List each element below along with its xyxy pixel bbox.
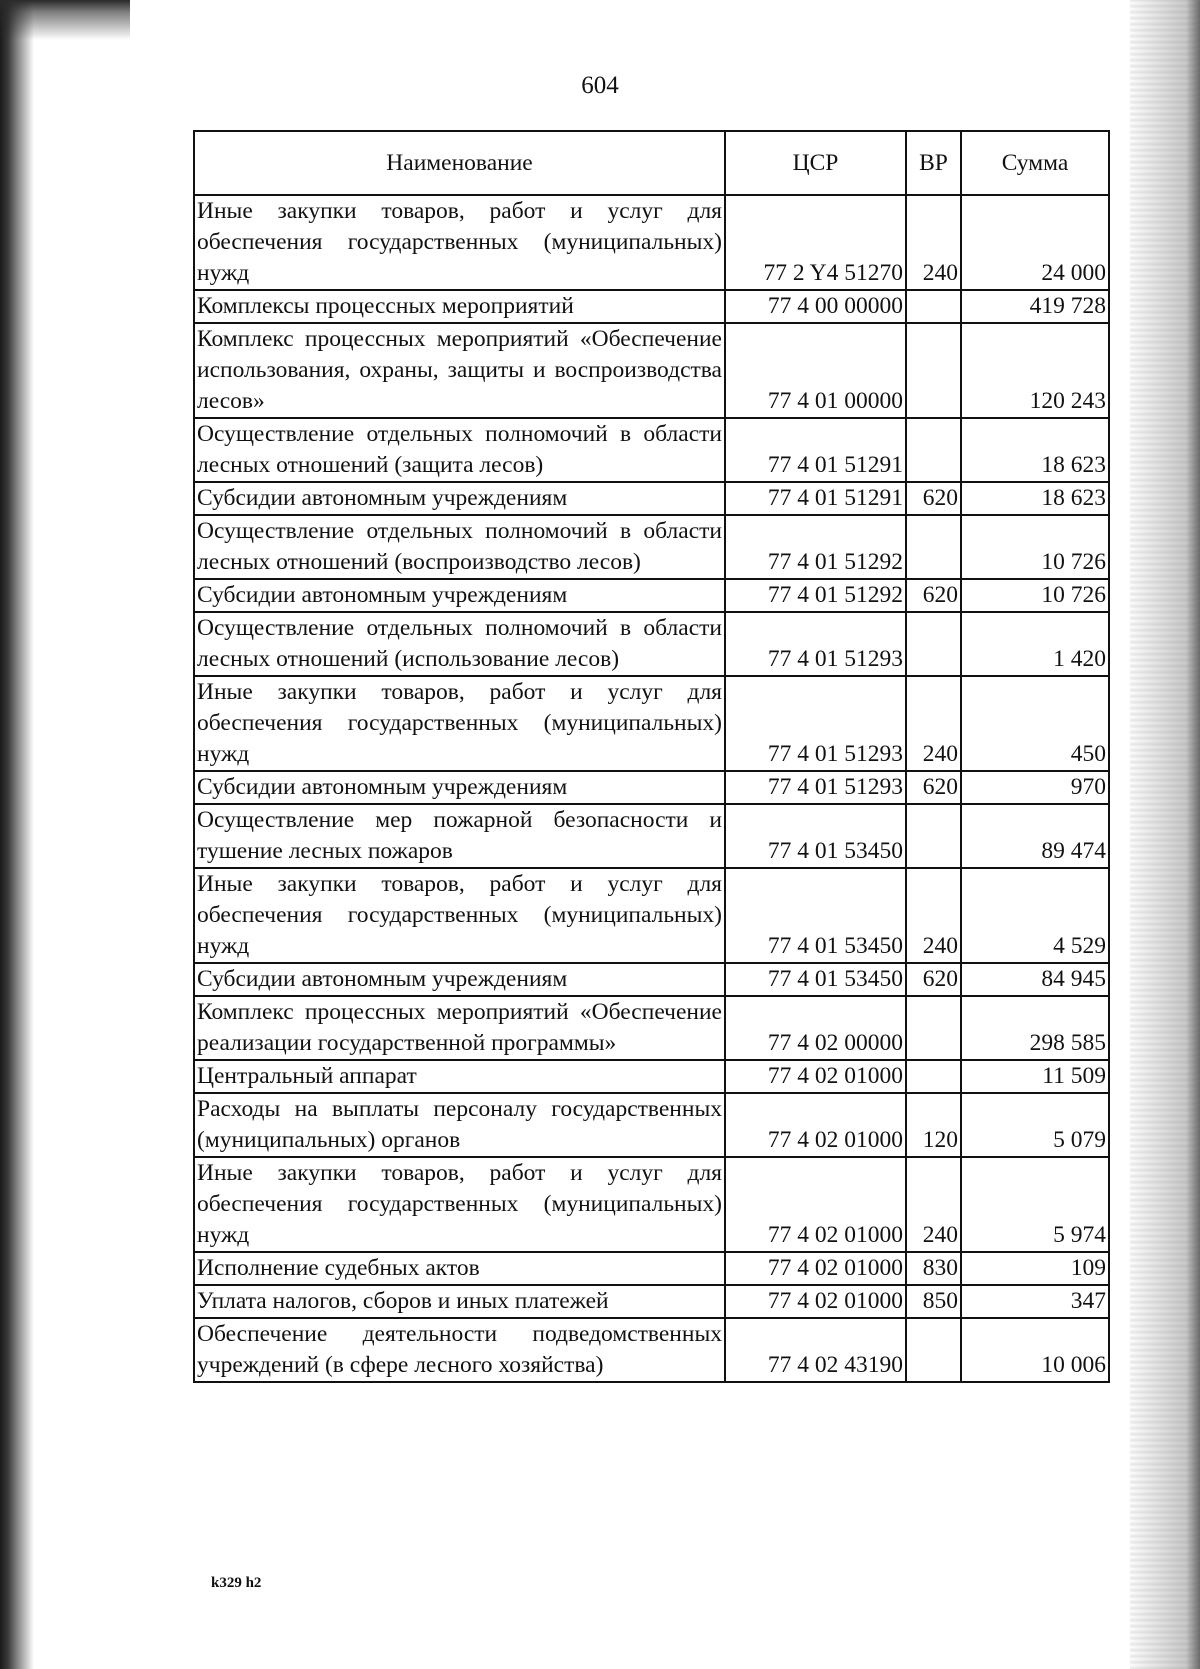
cell-name: Центральный аппарат (194, 1060, 725, 1093)
cell-name: Комплекс процессных мероприятий «Обеспечение использования, охраны, защиты и воспроизводства лесов» (194, 323, 725, 418)
cell-name: Расходы на выплаты персоналу государственных (муниципальных) органов (194, 1093, 725, 1157)
table-row (194, 963, 1109, 996)
cell-vr: 240 (906, 676, 961, 771)
table-row (194, 1285, 1109, 1318)
table-row (194, 482, 1109, 515)
cell-sum: 18 623 (961, 418, 1109, 482)
cell-csr: 77 4 01 51291 (725, 418, 906, 482)
table-row (194, 771, 1109, 804)
cell-sum: 89 474 (961, 804, 1109, 868)
cell-name: Уплата налогов, сборов и иных платежей (194, 1285, 725, 1318)
cell-csr: 77 4 01 51293 (725, 612, 906, 676)
table-row (194, 195, 1109, 290)
cell-vr: 620 (906, 963, 961, 996)
cell-vr (906, 323, 961, 418)
cell-name: Иные закупки товаров, работ и услуг для обеспечения государственных (муниципальных) нужд (194, 676, 725, 771)
table-row (194, 579, 1109, 612)
cell-csr: 77 4 01 53450 (725, 868, 906, 963)
scan-shadow-left (0, 0, 34, 1669)
scan-shadow-top-left (0, 0, 130, 40)
cell-csr: 77 4 01 53450 (725, 804, 906, 868)
scan-shadow-right (1130, 0, 1200, 1669)
cell-sum: 419 728 (961, 290, 1109, 323)
cell-sum: 10 726 (961, 515, 1109, 579)
table-row (194, 515, 1109, 579)
cell-sum: 298 585 (961, 996, 1109, 1060)
cell-sum: 11 509 (961, 1060, 1109, 1093)
cell-csr: 77 4 01 53450 (725, 963, 906, 996)
cell-vr (906, 290, 961, 323)
table-row (194, 290, 1109, 323)
page-number: 604 (581, 72, 619, 99)
cell-name: Осуществление мер пожарной безопасности и тушение лесных пожаров (194, 804, 725, 868)
cell-sum: 10 006 (961, 1318, 1109, 1382)
cell-csr: 77 4 02 00000 (725, 996, 906, 1060)
cell-csr: 77 4 01 51293 (725, 771, 906, 804)
cell-vr (906, 418, 961, 482)
cell-vr (906, 1318, 961, 1382)
table-row (194, 1157, 1109, 1252)
cell-csr: 77 4 02 01000 (725, 1060, 906, 1093)
cell-sum: 5 974 (961, 1157, 1109, 1252)
cell-csr: 77 4 01 51292 (725, 579, 906, 612)
cell-sum: 84 945 (961, 963, 1109, 996)
cell-name: Комплексы процессных мероприятий (194, 290, 725, 323)
cell-name: Иные закупки товаров, работ и услуг для обеспечения государственных (муниципальных) нужд (194, 1157, 725, 1252)
cell-vr: 620 (906, 771, 961, 804)
budget-table (193, 130, 1110, 1383)
header-row (194, 131, 1109, 195)
table-row (194, 1060, 1109, 1093)
cell-vr: 240 (906, 195, 961, 290)
cell-csr: 77 4 02 01000 (725, 1093, 906, 1157)
cell-name: Осуществление отдельных полномочий в области лесных отношений (использование лесов) (194, 612, 725, 676)
cell-name: Осуществление отдельных полномочий в области лесных отношений (защита лесов) (194, 418, 725, 482)
table-row (194, 676, 1109, 771)
table-body (194, 195, 1109, 1382)
table-header (194, 131, 1109, 195)
cell-name: Осуществление отдельных полномочий в области лесных отношений (воспроизводство лесов) (194, 515, 725, 579)
cell-vr (906, 804, 961, 868)
cell-sum: 970 (961, 771, 1109, 804)
cell-vr: 240 (906, 1157, 961, 1252)
table-row (194, 323, 1109, 418)
cell-sum: 24 000 (961, 195, 1109, 290)
cell-csr: 77 4 01 51292 (725, 515, 906, 579)
cell-vr: 120 (906, 1093, 961, 1157)
cell-vr (906, 515, 961, 579)
cell-name: Субсидии автономным учреждениям (194, 579, 725, 612)
cell-sum: 450 (961, 676, 1109, 771)
cell-name: Исполнение судебных актов (194, 1252, 725, 1285)
cell-name: Субсидии автономным учреждениям (194, 482, 725, 515)
table-row (194, 996, 1109, 1060)
header-sum: Сумма (961, 131, 1109, 195)
cell-sum: 1 420 (961, 612, 1109, 676)
footer-code: k329 h2 (211, 1575, 262, 1591)
table-row (194, 1252, 1109, 1285)
cell-vr: 830 (906, 1252, 961, 1285)
cell-sum: 120 243 (961, 323, 1109, 418)
table-row (194, 868, 1109, 963)
cell-sum: 4 529 (961, 868, 1109, 963)
cell-sum: 18 623 (961, 482, 1109, 515)
cell-csr: 77 4 02 01000 (725, 1157, 906, 1252)
cell-name: Субсидии автономным учреждениям (194, 963, 725, 996)
cell-sum: 109 (961, 1252, 1109, 1285)
cell-sum: 347 (961, 1285, 1109, 1318)
cell-vr (906, 612, 961, 676)
cell-vr: 620 (906, 482, 961, 515)
header-vr: ВР (906, 131, 961, 195)
table-row (194, 804, 1109, 868)
cell-csr: 77 4 02 01000 (725, 1252, 906, 1285)
cell-name: Иные закупки товаров, работ и услуг для обеспечения государственных (муниципальных) нужд (194, 868, 725, 963)
table-row (194, 418, 1109, 482)
cell-csr: 77 4 00 00000 (725, 290, 906, 323)
cell-csr: 77 4 02 43190 (725, 1318, 906, 1382)
cell-sum: 10 726 (961, 579, 1109, 612)
cell-vr: 620 (906, 579, 961, 612)
table-row (194, 1093, 1109, 1157)
cell-csr: 77 4 02 01000 (725, 1285, 906, 1318)
cell-vr (906, 996, 961, 1060)
cell-sum: 5 079 (961, 1093, 1109, 1157)
table-row (194, 612, 1109, 676)
cell-vr: 850 (906, 1285, 961, 1318)
cell-csr: 77 4 01 51291 (725, 482, 906, 515)
cell-name: Иные закупки товаров, работ и услуг для обеспечения государственных (муниципальных) нужд (194, 195, 725, 290)
cell-name: Субсидии автономным учреждениям (194, 771, 725, 804)
cell-vr (906, 1060, 961, 1093)
header-name: Наименование (194, 131, 725, 195)
cell-csr: 77 4 01 00000 (725, 323, 906, 418)
header-csr: ЦСР (725, 131, 906, 195)
cell-vr: 240 (906, 868, 961, 963)
cell-name: Комплекс процессных мероприятий «Обеспечение реализации государственной программы» (194, 996, 725, 1060)
cell-csr: 77 4 01 51293 (725, 676, 906, 771)
table-row (194, 1318, 1109, 1382)
cell-csr: 77 2 Y4 51270 (725, 195, 906, 290)
cell-name: Обеспечение деятельности подведомственных учреждений (в сфере лесного хозяйства) (194, 1318, 725, 1382)
